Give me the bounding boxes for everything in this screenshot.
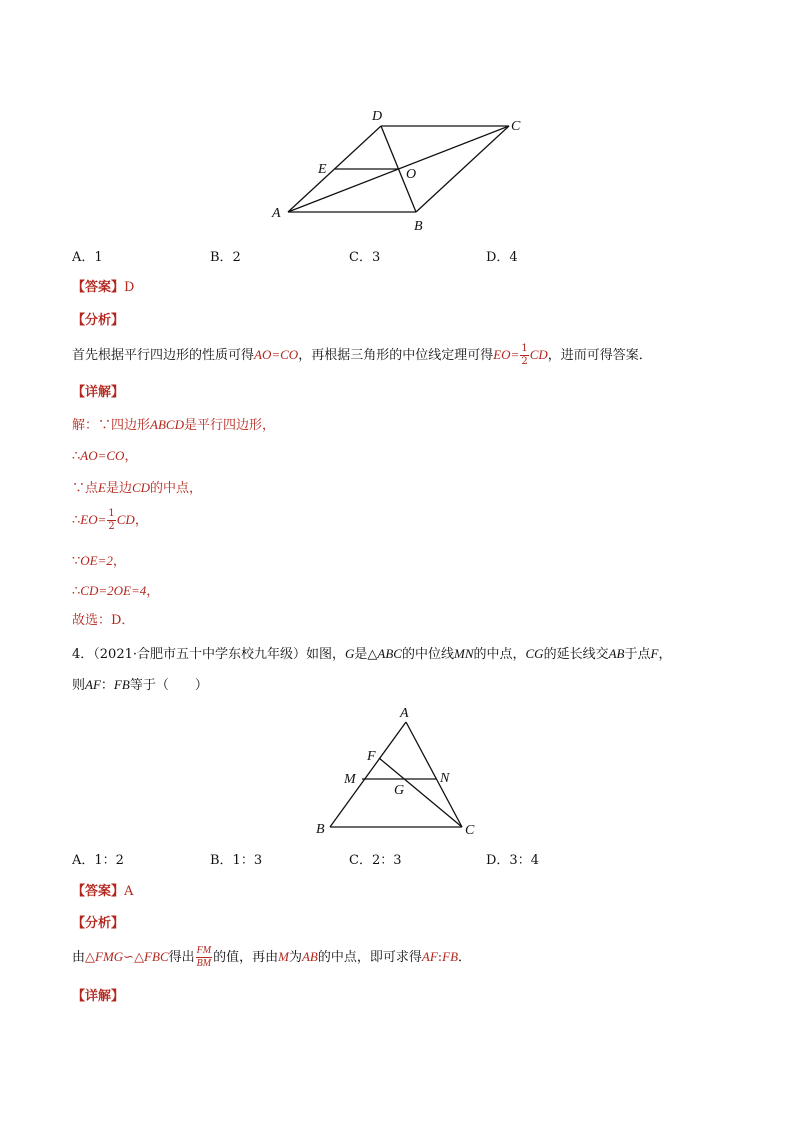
text: ，进而可得答案．	[547, 348, 652, 363]
text: ，	[124, 449, 138, 464]
q3-analysis-tag: 【分析】	[72, 313, 125, 328]
q3-option-c: C．3	[349, 250, 381, 265]
q3-option-b: B．2	[210, 250, 241, 265]
q4-analysis-text	[72, 946, 471, 969]
q3-detail-line-1	[72, 418, 275, 432]
text: ∴	[72, 584, 81, 599]
label-A: A	[400, 706, 409, 721]
side-AB	[330, 722, 406, 827]
math: E	[98, 480, 106, 495]
math: FB	[113, 677, 130, 692]
q4-stem-line-1	[72, 647, 671, 661]
math: FB	[442, 949, 459, 964]
math: AO=CO	[80, 448, 125, 463]
label-F: F	[367, 749, 376, 764]
math: OE=2	[80, 553, 113, 568]
triangle-figure	[310, 700, 490, 840]
q4-stem-line-2	[72, 678, 208, 692]
text: ∵	[72, 554, 81, 569]
segment-FC	[379, 758, 462, 827]
math: CD	[529, 347, 548, 362]
math: CD	[116, 512, 135, 527]
text: 是边	[105, 481, 132, 496]
answer-tag: 【答案】	[72, 884, 125, 899]
math: CD	[131, 480, 151, 495]
side-AC	[406, 722, 462, 827]
q3-detail-line-4	[72, 509, 148, 532]
q3-detail-line-6	[72, 584, 159, 598]
q4-answer	[72, 885, 133, 898]
text: 的中点，	[150, 481, 203, 496]
q3-option-d: D．4	[486, 250, 518, 265]
text: 的中位线	[401, 647, 454, 662]
answer-value: A	[124, 884, 134, 899]
q3-detail-line-2	[72, 449, 137, 463]
text: ：	[100, 678, 114, 693]
text: ∴	[72, 449, 81, 464]
text: 的延长线交	[543, 647, 609, 662]
q3-option-a: A．1	[72, 250, 103, 265]
q3-detail-line-7: 故选：D．	[72, 613, 135, 628]
math: CG	[525, 646, 544, 661]
math: AF	[85, 677, 101, 692]
label-B: B	[316, 822, 325, 837]
text: ，	[658, 647, 672, 662]
math: EO=	[493, 347, 520, 362]
text: :	[437, 950, 443, 965]
text: ，	[134, 513, 148, 528]
q3-detail-line-5	[72, 554, 126, 568]
text: 于点	[624, 647, 651, 662]
text: 首先根据平行四边形的性质可得	[72, 348, 255, 363]
math: EO=	[80, 512, 107, 527]
text: 由	[72, 950, 86, 965]
label-A: A	[272, 206, 281, 221]
q3-answer	[72, 281, 134, 294]
math: MN	[453, 646, 474, 661]
math: △FMG∽△FBC	[85, 949, 169, 964]
text: ，再根据三角形的中位线定理可得	[298, 348, 494, 363]
label-M: M	[344, 772, 356, 787]
math: AF	[421, 949, 438, 964]
q4-option-d: D．3：4	[486, 853, 539, 868]
fraction-half: $\frac{1}{2}$	[521, 343, 528, 367]
text: 的值，再由	[213, 950, 279, 965]
label-G: G	[394, 783, 405, 798]
math: AB	[301, 949, 318, 964]
q3-analysis-text	[72, 344, 652, 367]
label-B: B	[414, 219, 423, 234]
q4-option-b: B．1：3	[210, 853, 263, 868]
side-CB	[416, 126, 509, 212]
text: 是	[354, 647, 368, 662]
answer-value: D	[124, 280, 135, 295]
math: △ABC	[367, 646, 402, 661]
text: 则	[72, 678, 86, 693]
text: 4．（2021·合肥市五十中学东校九年级）如图，	[72, 647, 345, 662]
text: ，	[146, 584, 160, 599]
text: 等于（ ）	[129, 678, 208, 693]
q3-detail-tag: 【详解】	[72, 385, 125, 400]
text: 为	[288, 950, 302, 965]
text: 是平行四边形，	[183, 418, 275, 433]
q4-option-a: A．1：2	[72, 853, 124, 868]
math: M	[278, 949, 289, 964]
q4-analysis-tag: 【分析】	[72, 916, 125, 931]
fraction-half: $\frac{1}{2}$	[108, 508, 115, 532]
math: G	[345, 646, 355, 661]
text: 的中点，即可求得	[317, 950, 422, 965]
label-O: O	[406, 167, 417, 182]
text: ，	[112, 554, 126, 569]
q4-detail-tag: 【详解】	[72, 989, 125, 1004]
label-N: N	[440, 771, 450, 786]
q3-options	[72, 251, 572, 265]
text: ∴	[72, 513, 81, 528]
math: AO=CO	[254, 347, 299, 362]
text: 的中点，	[473, 647, 526, 662]
q3-detail-line-3	[72, 481, 202, 495]
math: F	[650, 646, 659, 661]
label-C: C	[511, 119, 521, 134]
text: 解：∵四边形	[72, 418, 151, 433]
parallelogram-figure	[260, 100, 540, 235]
q4-option-c: C．2：3	[349, 853, 402, 868]
text: ．	[458, 950, 472, 965]
math: ABCD	[150, 417, 184, 432]
label-C: C	[465, 823, 475, 838]
text: 得出	[168, 950, 195, 965]
text: ∵点	[72, 481, 99, 496]
label-E: E	[318, 162, 327, 177]
math: AB	[608, 646, 625, 661]
fraction-fm-bm: $\frac{FM}{BM}$	[196, 945, 212, 969]
math: CD=2OE=4	[80, 583, 147, 598]
q4-options	[72, 854, 572, 868]
answer-tag: 【答案】	[72, 280, 125, 295]
label-D: D	[372, 109, 383, 124]
